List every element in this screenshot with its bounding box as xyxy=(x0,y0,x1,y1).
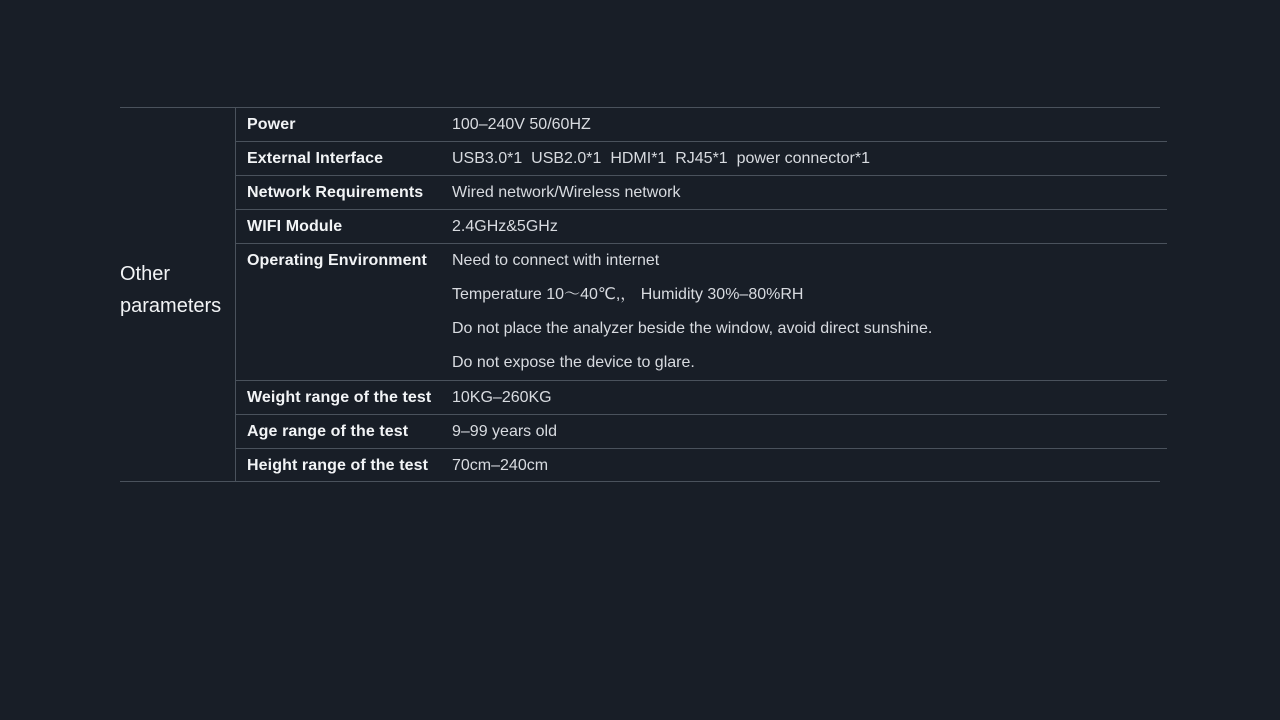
param-values xyxy=(452,108,1167,141)
param-value: Wired network/Wireless network xyxy=(452,184,681,201)
spec-row-age-range xyxy=(236,415,1167,449)
param-values xyxy=(452,381,1167,414)
param-name: Height range of the test xyxy=(247,457,429,474)
param-value: Do not place the analyzer beside the window, avoid direct sunshine. xyxy=(452,320,933,337)
param-name: Age range of the test xyxy=(247,423,409,440)
param-values xyxy=(452,449,1167,482)
param-name: Weight range of the test xyxy=(247,389,432,406)
param-values xyxy=(452,142,1167,175)
spec-table xyxy=(236,108,1167,482)
spec-row-weight-range xyxy=(236,381,1167,415)
section-label-line1: Other xyxy=(120,263,171,285)
spec-row-network-requirements xyxy=(236,176,1167,210)
spec-row-height-range xyxy=(236,449,1167,482)
param-values xyxy=(452,415,1167,448)
param-value: USB3.0*1 USB2.0*1 HDMI*1 RJ45*1 power connector*1 xyxy=(452,150,870,167)
spec-row-power xyxy=(236,108,1167,142)
bottom-divider xyxy=(120,481,1160,482)
param-name: Operating Environment xyxy=(247,252,427,269)
param-value: 70cm–240cm xyxy=(452,457,549,474)
param-name: WIFI Module xyxy=(247,218,343,235)
param-name: Power xyxy=(247,116,296,133)
param-values xyxy=(452,210,1167,243)
param-name: External Interface xyxy=(247,150,384,167)
spec-row-operating-environment xyxy=(236,244,1167,381)
param-values xyxy=(452,244,1167,380)
param-value: 9–99 years old xyxy=(452,423,557,440)
param-value: 10KG–260KG xyxy=(452,389,552,406)
spec-row-external-interface xyxy=(236,142,1167,176)
section-label xyxy=(120,107,235,481)
param-value: 100–240V 50/60HZ xyxy=(452,116,591,133)
spec-row-wifi-module xyxy=(236,210,1167,244)
param-name: Network Requirements xyxy=(247,184,424,201)
param-value: Need to connect with internet xyxy=(452,252,660,269)
section-label-line2: parameters xyxy=(120,295,222,317)
param-value: Temperature 10～40℃,， Humidity 30%–80%RH xyxy=(452,286,804,303)
param-value: 2.4GHz&5GHz xyxy=(452,218,558,235)
param-value: Do not expose the device to glare. xyxy=(452,354,695,371)
param-values xyxy=(452,176,1167,209)
